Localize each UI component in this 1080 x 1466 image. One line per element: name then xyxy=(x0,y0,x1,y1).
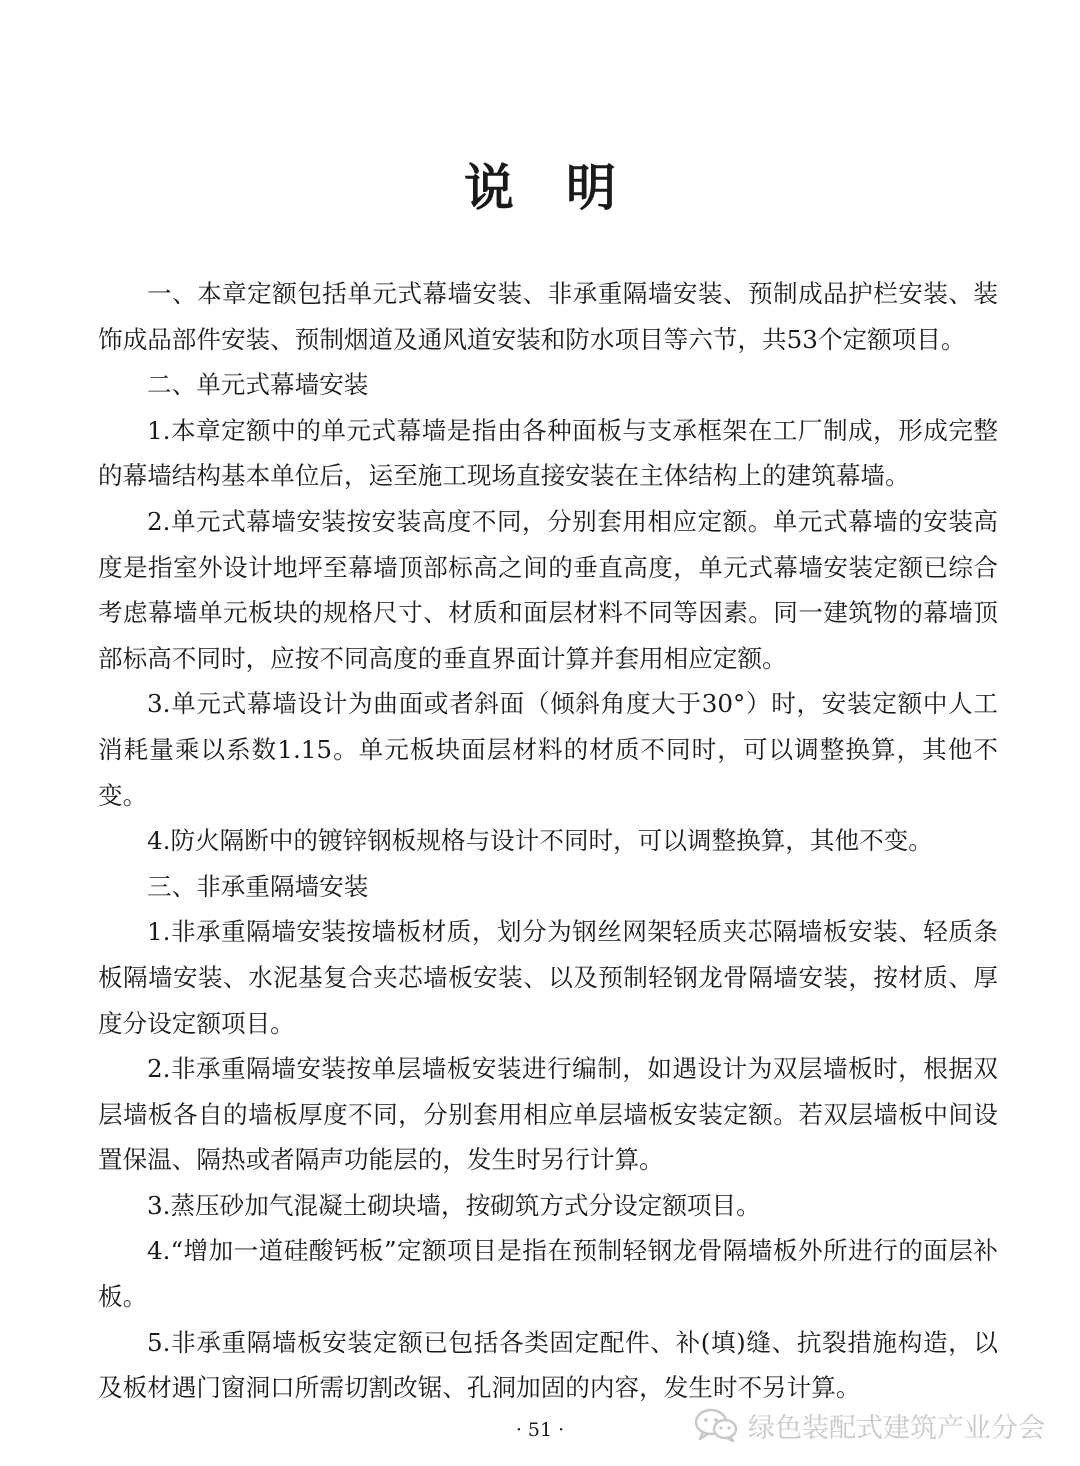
page-title: 说明 xyxy=(464,159,668,217)
paragraph-partition-wall-2: 2.非承重隔墙安装按单层墙板安装进行编制，如遇设计为双层墙板时，根据双层墙板各自的墙板厚度不同，分别套用相应单层墙板安装定额。若双层墙板中间设置保温、隔热或者隔声功能层的，发生时另行计算。 xyxy=(98,1054,998,1175)
page-number: · 51 · xyxy=(515,1419,565,1441)
section-heading-partition-wall: 三、非承重隔墙安装 xyxy=(147,871,369,901)
paragraph-partition-wall-1: 1.非承重隔墙安装按墙板材质，划分为钢丝网架轻质夹芯隔墙板安装、轻质条板隔墙安装、水泥基复合夹芯墙板安装、以及预制轻钢龙骨隔墙安装，按材质、厚度分设定额项目。 xyxy=(98,917,998,1038)
paragraph-partition-wall-3: 3.蒸压砂加气混凝土砌块墙，按砌筑方式分设定额项目。 xyxy=(147,1190,761,1220)
watermark-text: 绿色装配式建筑产业分会 xyxy=(748,1412,1045,1444)
paragraph-partition-wall-5: 5.非承重隔墙板安装定额已包括各类固定配件、补(填)缝、抗裂措施构造，以及板材遇门窗洞口所需切割改锯、孔洞加固的内容，发生时不另计算。 xyxy=(98,1327,998,1403)
paragraph-curtain-wall-3: 3.单元式幕墙设计为曲面或者斜面（倾斜角度大于30°）时，安装定额中人工消耗量乘以系数1.15。单元板块面层材料的材质不同时，可以调整换算，其他不变。 xyxy=(98,689,998,810)
paragraph-intro: 一、本章定额包括单元式幕墙安装、非承重隔墙安装、预制成品护栏安装、装饰成品部件安装、预制烟道及通风道安装和防水项目等六节，共53个定额项目。 xyxy=(98,279,998,354)
section-heading-curtain-wall: 二、单元式幕墙安装 xyxy=(147,370,369,400)
paragraph-curtain-wall-1: 1.本章定额中的单元式幕墙是指由各种面板与支承框架在工厂制成，形成完整的幕墙结构基本单位后，运至施工现场直接安装在主体结构上的建筑幕墙。 xyxy=(98,415,998,491)
watermark xyxy=(694,1405,1045,1445)
body-text xyxy=(98,271,998,1411)
paragraph-curtain-wall-2: 2.单元式幕墙安装按安装高度不同，分别套用相应定额。单元式幕墙的安装高度是指室外设计地坪至幕墙顶部标高之间的垂直高度，单元式幕墙安装定额已综合考虑幕墙单元板块的规格尺寸、材质和面层材料不同等因素。同一建筑物的幕墙顶部标高不同时，应按不同高度的垂直界面计算并套用相应定额。 xyxy=(98,506,998,673)
paragraph-curtain-wall-4: 4.防火隔断中的镀锌钢板规格与设计不同时，可以调整换算，其他不变。 xyxy=(147,826,933,856)
wechat-icon xyxy=(694,1408,738,1442)
paragraph-partition-wall-4: 4.“增加一道硅酸钙板”定额项目是指在预制轻钢龙骨隔墙板外所进行的面层补板。 xyxy=(98,1236,998,1312)
